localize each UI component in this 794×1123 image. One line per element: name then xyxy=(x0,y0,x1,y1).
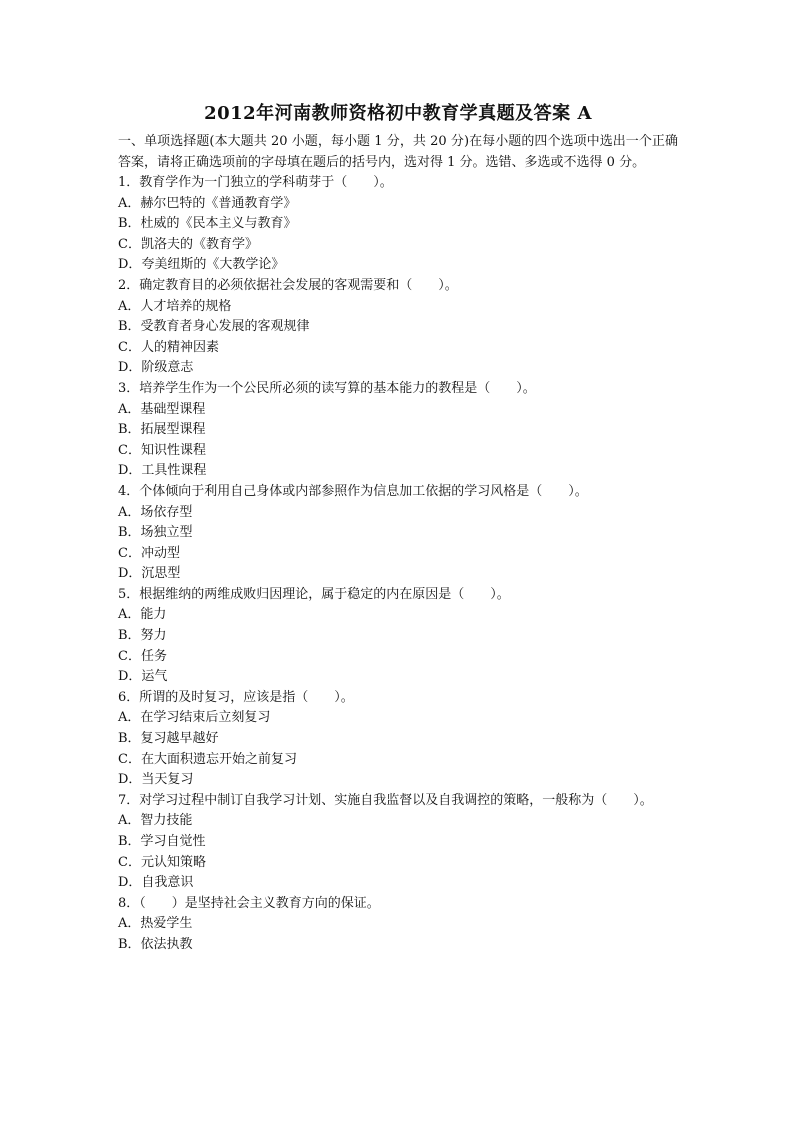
answer-option: C．在大面积遗忘开始之前复习 xyxy=(118,751,297,767)
question-5 xyxy=(118,585,678,688)
question-stem: 5．根据维纳的两维成败归因理论，属于稳定的内在原因是（ ）。 xyxy=(118,586,510,602)
answer-option: D．运气 xyxy=(118,669,168,685)
answer-option: B．努力 xyxy=(118,628,167,644)
question-4 xyxy=(118,482,678,585)
answer-option: B．受教育者身心发展的客观规律 xyxy=(118,319,310,335)
question-1 xyxy=(118,173,678,276)
answer-option: D．夸美纽斯的《大教学论》 xyxy=(118,257,285,273)
answer-option: C．凯洛夫的《教育学》 xyxy=(118,236,258,252)
answer-option: D．沉思型 xyxy=(118,566,181,582)
question-6 xyxy=(118,688,678,791)
question-stem: 8．（ ）是坚持社会主义教育方向的保证。 xyxy=(118,895,380,911)
answer-option: B．拓展型课程 xyxy=(118,422,206,438)
answer-option: A．赫尔巴特的《普通教育学》 xyxy=(118,195,297,211)
answer-option: C．知识性课程 xyxy=(118,442,206,458)
question-stem: 1．教育学作为一门独立的学科萌芽于（ ）。 xyxy=(118,175,393,190)
answer-option: D．工具性课程 xyxy=(118,463,207,479)
question-8 xyxy=(118,894,678,956)
document-title: 2012年河南教师资格初中教育学真题及答案 A xyxy=(204,103,592,124)
answer-option: C．元认知策略 xyxy=(118,854,206,870)
question-stem: 4．个体倾向于利用自己身体或内部参照作为信息加工依据的学习风格是（ ）。 xyxy=(118,483,588,499)
answer-option: C．冲动型 xyxy=(118,545,180,561)
answer-option: B．依法执教 xyxy=(118,936,193,952)
question-stem: 2．确定教育目的必须依据社会发展的客观需要和（ ）。 xyxy=(118,277,458,293)
answer-option: C．任务 xyxy=(118,648,167,664)
answer-option: D．阶级意志 xyxy=(118,360,194,376)
answer-option: D．当天复习 xyxy=(118,772,194,788)
answer-option: A．基础型课程 xyxy=(118,401,206,417)
answer-option: C．人的精神因素 xyxy=(118,339,219,355)
question-stem: 7．对学习过程中制订自我学习计划、实施自我监督以及自我调控的策略，一般称为（ ）。 xyxy=(118,792,653,808)
answer-option: A．热爱学生 xyxy=(118,916,193,932)
question-3 xyxy=(118,379,678,482)
answer-option: A．场依存型 xyxy=(118,504,193,520)
answer-option: A．能力 xyxy=(118,607,167,623)
section-intro: 一、单项选择题(本大题共 20 小题，每小题 1 分，共 20 分)在每小题的四个选项中选出一个正确答案，请将正确选项前的字母填在题后的括号内，选对得 1 分。选错、多选或不选得 0 分。 xyxy=(118,134,678,170)
answer-option: D．自我意识 xyxy=(118,875,194,891)
question-stem: 6．所谓的及时复习，应该是指（ ）。 xyxy=(118,689,354,705)
answer-option: B．场独立型 xyxy=(118,525,193,541)
question-7 xyxy=(118,791,678,894)
question-list xyxy=(118,173,678,956)
answer-option: A．智力技能 xyxy=(118,813,193,829)
document-page xyxy=(118,100,678,956)
answer-option: B．学习自觉性 xyxy=(118,834,206,849)
answer-option: A．在学习结束后立刻复习 xyxy=(118,710,271,726)
answer-option: A．人才培养的规格 xyxy=(118,298,232,314)
answer-option: B．复习越早越好 xyxy=(118,731,219,747)
question-stem: 3．培养学生作为一个公民所必须的读写算的基本能力的教程是（ ）。 xyxy=(118,380,536,396)
question-2 xyxy=(118,276,678,379)
answer-option: B．杜威的《民本主义与教育》 xyxy=(118,216,297,232)
